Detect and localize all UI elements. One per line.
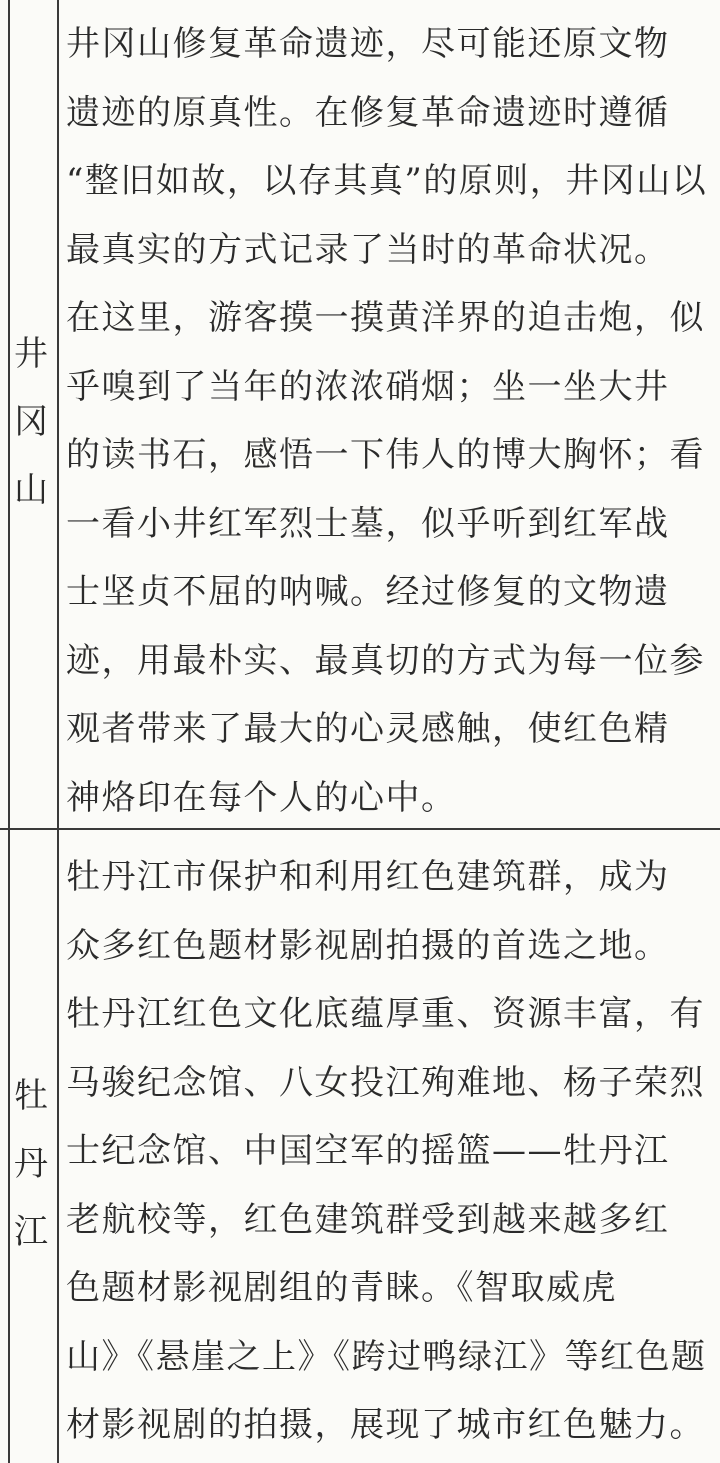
text-line: 井冈山修复革命遗迹，尽可能还原文物 — [66, 24, 670, 64]
text-line: 马骏纪念馆、八女投江殉难地、杨子荣烈 — [66, 1062, 705, 1103]
row-label-jinggangshan: 井 冈 山 — [14, 334, 48, 510]
row-text-mudanjiang — [66, 843, 712, 1460]
text-line: 神烙印在每个人的心中。 — [66, 777, 457, 818]
text-line: “整旧如故，以存其真”的原则，井冈山以 — [66, 161, 708, 201]
text-line: 的读书石，感悟一下伟人的博大胸怀；看 — [66, 435, 705, 475]
text-line: 众多红色题材影视剧拍摄的首选之地。 — [66, 925, 670, 966]
text-line: 观者带来了最大的心灵感触，使红色精 — [66, 709, 670, 749]
text-line: 材影视剧的拍摄，展现了城市红色魅力。 — [66, 1405, 705, 1445]
text-line: 士坚贞不屈的呐喊。经过修复的文物遗 — [66, 572, 670, 612]
row-text-jinggangshan — [66, 10, 712, 832]
table-column-divider — [57, 0, 59, 1463]
text-line: 最真实的方式记录了当时的革命状况。 — [66, 229, 670, 270]
text-line: 迹，用最朴实、最真切的方式为每一位参 — [66, 640, 705, 681]
text-line: 乎嗅到了当年的浓浓硝烟；坐一坐大井 — [66, 366, 670, 407]
text-line: 一看小井红军烈士墓，似乎听到红军战 — [66, 503, 670, 544]
text-line: 牡丹江市保护和利用红色建筑群，成为 — [66, 857, 670, 897]
text-line: 牡丹江红色文化底蕴厚重、资源丰富，有 — [66, 994, 705, 1034]
text-line: 色题材影视剧组的青睐。《智取威虎 — [66, 1268, 617, 1308]
text-line: 在这里，游客摸一摸黄洋界的迫击炮，似 — [66, 298, 705, 338]
text-line: 士纪念馆、中国空军的摇篮——牡丹江 — [66, 1131, 670, 1171]
text-line: 老航校等，红色建筑群受到越来越多红 — [66, 1199, 670, 1240]
text-line: 山》《悬崖之上》《跨过鸭绿江》等红色题 — [66, 1336, 707, 1377]
row-label-mudanjiang: 牡 丹 江 — [14, 1076, 48, 1252]
text-line: 遗迹的原真性。在修复革命遗迹时遵循 — [66, 92, 670, 133]
